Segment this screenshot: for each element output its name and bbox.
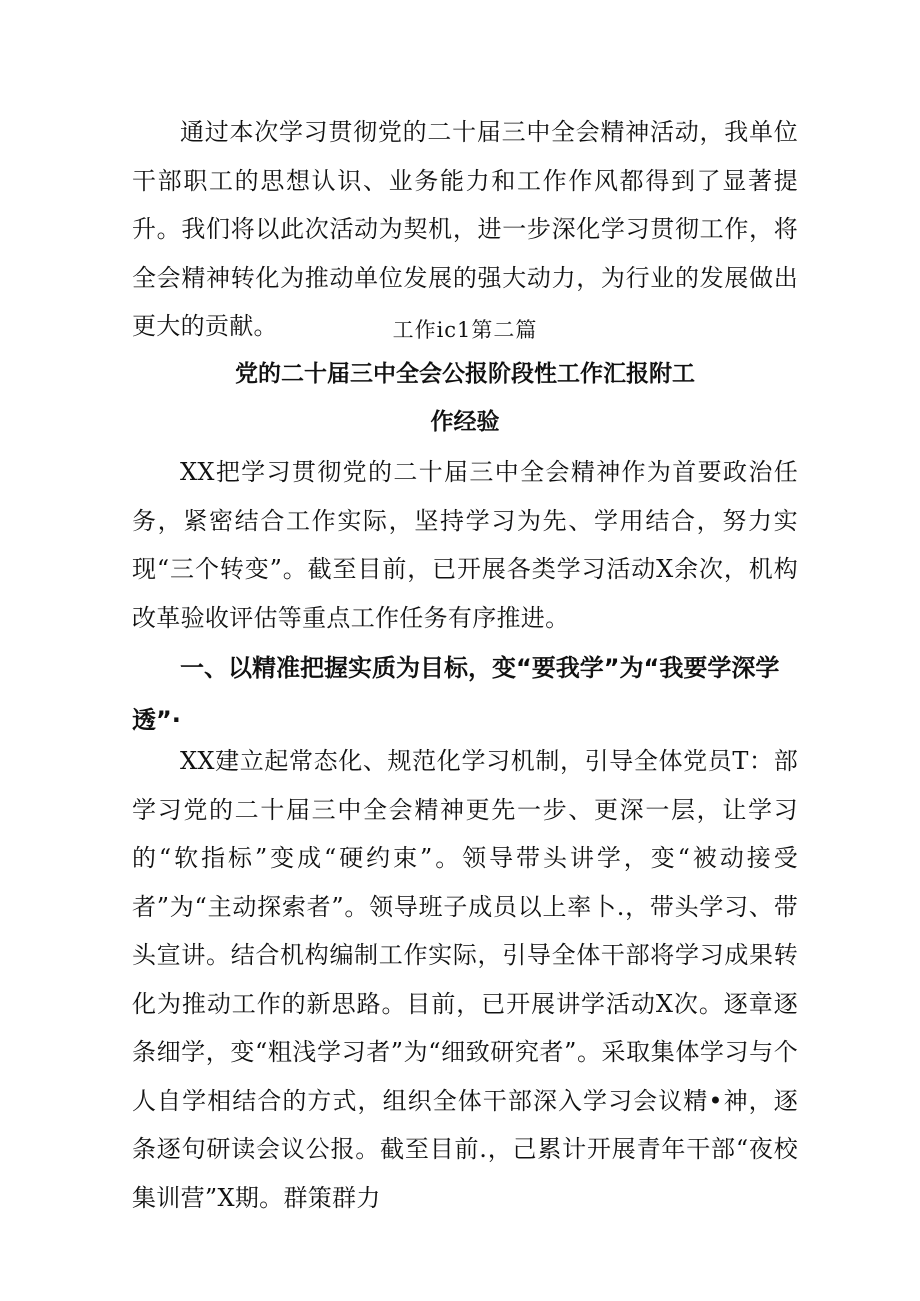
body-paragraph-2: XX建立起常态化、规范化学习机制，引导全体党员T：部学习党的二十届三中全会精神更先一步、更深一层，让学习的“软指标”变成“硬约束”。领导带头讲学，变“被动接受者”为“主动探索者”。领导班子成员以上率卜.，带头学习、带头宣讲。结合机构编制工作实际，引导全体干部将学习成果转化为推动工作的新思路。目前，已开展讲学活动X次。逐章逐条细学，变“粗浅学习者”为“细致研究者”。采取集体学习与个人自学相结合的方式，组织全体干部深入学习会议精•神，逐条逐句研读会议公报。截至目前.，己累计开展青年干部“夜校集训营”X期。群策群力 [132, 747, 798, 1212]
document-title-line-1: 党的二十届三中全会公报阶段性工作汇报附工 [235, 361, 695, 387]
section-heading-1: 一、以精准把握实质为目标，变“要我学”为“我要学深学透”· [132, 654, 780, 734]
intro-paragraph: 通过本次学习贯彻党的二十届三中全会精神活动，我单位干部职工的思想认识、业务能力和工作作风都得到了显著提升。我们将以此次活动为契机，进一步深化学习贯彻工作，将全会精神转化为推动单位发展的强大动力，为行业的发展做出更大的贡献。 [132, 118, 798, 340]
section-label: 工作ic1第二篇 [392, 318, 538, 342]
document-title-line-2: 作经验 [430, 409, 500, 435]
body-paragraph-1: XX把学习贯彻党的二十届三中全会精神作为首要政治任务，紧密结合工作实际，坚持学习为先、学用结合，努力实现“三个转变”。截至目前，已开展各类学习活动X余次，机构改革验收评估等重点工作任务有序推进。 [132, 458, 798, 632]
